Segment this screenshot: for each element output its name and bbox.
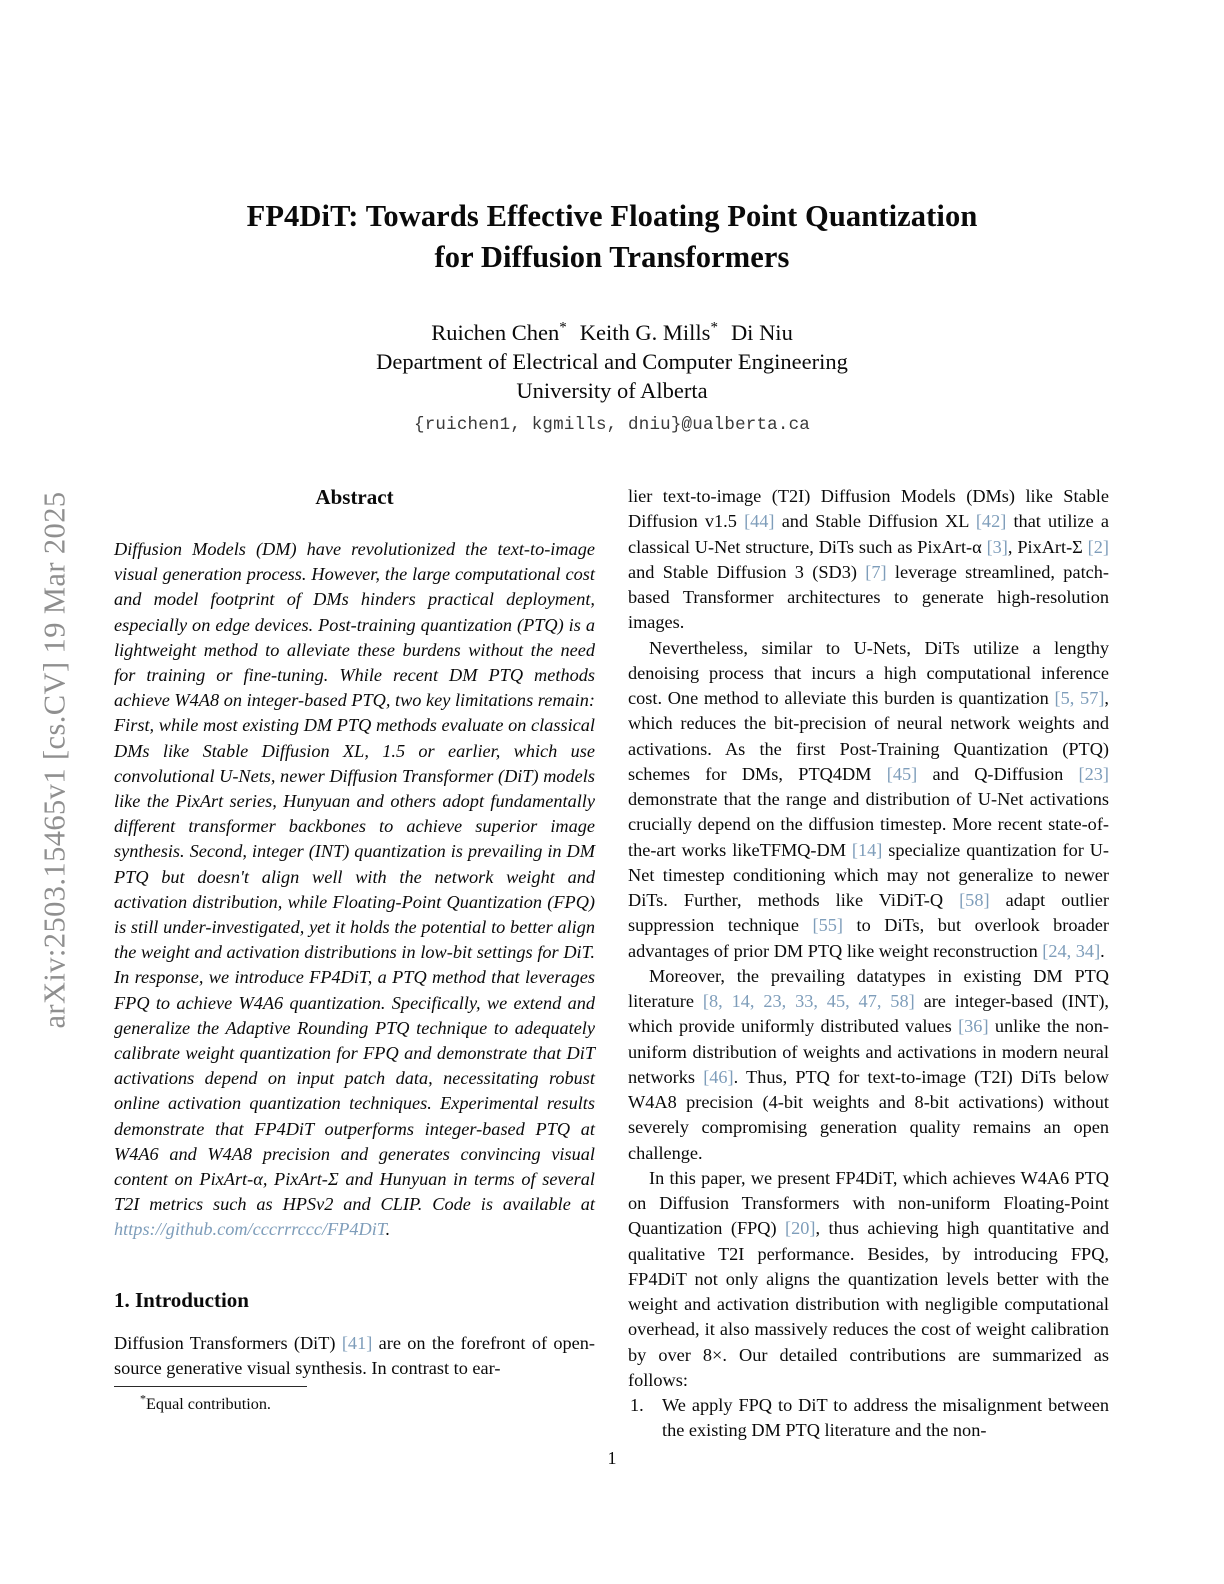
left-column [114,484,595,1381]
title-block [112,196,1112,278]
citation-2[interactable]: [2] [1087,536,1109,557]
citation-20[interactable]: [20] [785,1218,816,1239]
intro-p1c-text-a: lier text-to-image (T2I) Diffusion Models (DMs) like Stable Diffusion v1.5 [628,486,1109,532]
abstract-text [114,537,595,1243]
intro-paragraph-2 [628,636,1109,964]
citation-23[interactable]: [23] [1078,763,1109,784]
abstract-body: Diffusion Models (DM) have revolutionized the text-to-image visual generation process. However, the large computational cost and model footprint of DMs hinders practical deployment, especially on edge devices. Post-training quantization (PTQ) is a lightweight method to alleviate these burdens without the need for training or fine-tuning. While recent DM PTQ methods achieve W4A8 on integer-based PTQ, two key limitations remain: First, while most existing DM PTQ methods evaluate on classical DMs like Stable Diffusion XL, 1.5 or earlier, which use convolutional U-Nets, newer Diffusion Transformer (DiT) models like the PixArt series, Hunyuan and others adopt fundamentally different transformer backbones to achieve superior image synthesis. Second, integer (INT) quantization is prevailing in DM PTQ but doesn't align well with the network weight and activation distribution, while Floating-Point Quantization (FPQ) is still under-investigated, yet it holds the potential to better align the weight and activation distributions in low-bit settings for DiT. In response, we introduce FP4DiT, a PTQ method that leverages FPQ to achieve W4A6 quantization. Specifically, we extend and generalize the Adaptive Rounding PTQ technique to adequately calibrate weight quantization for FPQ and demonstrate that DiT activations depend on input patch data, necessitating robust online activation quantization techniques. Experimental results demonstrate that FP4DiT outperforms integer-based PTQ at W4A6 and W4A8 precision and generates convincing visual content on PixArt-α, PixArt-Σ and Hunyuan in terms of several T2I metrics such as HPSv2 and CLIP. Code is available at [114,539,595,1215]
list-item [628,1393,1109,1444]
citation-58[interactable]: [58] [959,890,990,910]
title-line-1: FP4DiT: Towards Effective Floating Point Quantization [246,199,978,233]
intro-p1c-text-d: , PixArt-Σ [1007,536,1088,557]
intro-p4-text-a: In this paper, we present FP4DiT, which achieves W4A6 PTQ on Diffusion Transformers with non-uniform Floating-Point Quantization (FPQ) [628,1167,1109,1239]
author-name-3: Di Niu [730,320,793,345]
author-name-1: Ruichen Chen [431,320,560,345]
intro-p2-text-c: and Q-Diffusion [917,763,1079,784]
intro-p3-text-c: unlike the non-uniform distribution of weights and activations in modern neural networks [628,1016,1110,1087]
intro-p1c-text-e: and Stable Diffusion 3 (SD3) [628,561,866,582]
project-code-link[interactable]: https://github.com/cccrrrccc/FP4DiT [114,1219,386,1240]
citation-42[interactable]: [42] [975,511,1007,532]
intro-p1c-text-f: leverage streamlined, patch-based Transformer architectures to generate high-resolution images. [628,561,1109,633]
citation-24-34[interactable]: [24, 34] [1042,940,1101,961]
citation-44[interactable]: [44] [744,511,775,532]
author-institution: University of Alberta [516,378,708,403]
intro-paragraph-4 [628,1166,1109,1393]
title-line-2: for Diffusion Transformers [434,240,790,274]
abstract-body-end: . [385,1219,391,1240]
author-2-footnote-mark: * [710,319,718,336]
citation-group-datatypes[interactable]: [8, 14, 23, 33, 45, 47, 58] [702,991,915,1011]
citation-46[interactable]: [46] [703,1066,734,1087]
list-item-text: We apply FPQ to DiT to address the misalignment between the existing DM PTQ literature and the non- [662,1395,1109,1441]
citation-55[interactable]: [55] [812,915,843,936]
author-block [112,318,1112,440]
intro-p2-text-h: . [1100,940,1105,961]
footnote-text [114,1391,595,1415]
author-email: {ruichen1, kgmills, dniu}@ualberta.ca [414,415,810,435]
citation-3[interactable]: [3] [986,536,1008,557]
contributions-list [628,1393,1109,1444]
intro-p2-text-g: to DiTs, but overlook broader advantages of prior DM PTQ like weight reconstruction [628,915,1109,961]
footnote-label: Equal contribution. [146,1395,271,1413]
citation-5-57[interactable]: [5, 57] [1054,688,1105,708]
intro-p2-text-b: , which reduces the bit-precision of neural network weights and activations. As the first Post-Training Quantization (PTQ) schemes for DMs, PTQ4DM [628,688,1109,784]
footnote-mark: * [140,1391,146,1406]
intro-p3-text-b: are integer-based (INT), which provide uniformly distributed values [628,991,1109,1037]
citation-14[interactable]: [14] [851,839,883,860]
author-name-2: Keith G. Mills [579,320,711,345]
abstract-heading: Abstract [315,485,394,509]
citation-41[interactable]: [41] [341,1332,373,1353]
author-department: Department of Electrical and Computer Engineering [376,349,848,374]
author-names [112,318,1112,347]
arxiv-stamp-text: arXiv:2503.15465v1 [cs.CV] 19 Mar 2025 [37,491,72,1029]
citation-45[interactable]: [45] [886,763,918,784]
citation-36[interactable]: [36] [958,1016,989,1037]
intro-p1-text-b: are on the forefront of open-source generative visual synthesis. In contrast to ear- [114,1332,595,1378]
intro-p4-text-b: , thus achieving high quantitative and qualitative T2I performance. Besides, by introducing FPQ, FP4DiT not only aligns the quantization levels better with the weight and activation distribution with negligible computational overhead, it also massively reduces the cost of weight calibration by over 8×. Our detailed contributions are summarized as follows: [628,1218,1110,1390]
page-title [112,196,1112,278]
intro-p1c-text-c: that utilize a classical U-Net structure, DiTs such as PixArt-α [628,511,1109,557]
list-item-number: 1. [630,1395,644,1415]
intro-paragraph-3 [628,964,1109,1166]
intro-p3-text-a: Moreover, the prevailing datatypes in existing DM PTQ literature [628,965,1109,1011]
intro-p2-text-a: Nevertheless, similar to U-Nets, DiTs utilize a lengthy denoising process that incurs a high computational inference cost. One method to alleviate this burden is quantization [628,637,1109,708]
intro-p2-text-e: specialize quantization for U-Net timestep conditioning which may not generalize to newer DiTs. Further, methods like ViDiT-Q [628,839,1109,910]
right-column [628,484,1109,1444]
footnote-block [114,1386,595,1415]
arxiv-stamp [0,0,110,1584]
intro-paragraph-1 [114,1331,595,1382]
intro-p3-text-d: . Thus, PTQ for text-to-image (T2I) DiTs below W4A8 precision (4-bit weights and 8-bit activations) without severely compromising generation quality remains an open challenge. [628,1066,1109,1163]
intro-p2-text-d: demonstrate that the range and distribution of U-Net activations crucially depend on the diffusion timestep. More recent state-of-the-art works likeTFMQ-DM [628,789,1109,860]
footnote-divider [114,1386,307,1387]
intro-p1-text-a: Diffusion Transformers (DiT) [114,1332,342,1353]
intro-p1c-text-b: and Stable Diffusion XL [774,511,976,532]
citation-7[interactable]: [7] [865,561,887,582]
page-number: 1 [607,1448,617,1468]
intro-p2-text-f: adapt outlier suppression technique [628,890,1109,936]
author-1-footnote-mark: * [559,319,567,336]
introduction-heading: 1. Introduction [114,1287,249,1312]
intro-paragraph-1-continued [628,484,1109,636]
